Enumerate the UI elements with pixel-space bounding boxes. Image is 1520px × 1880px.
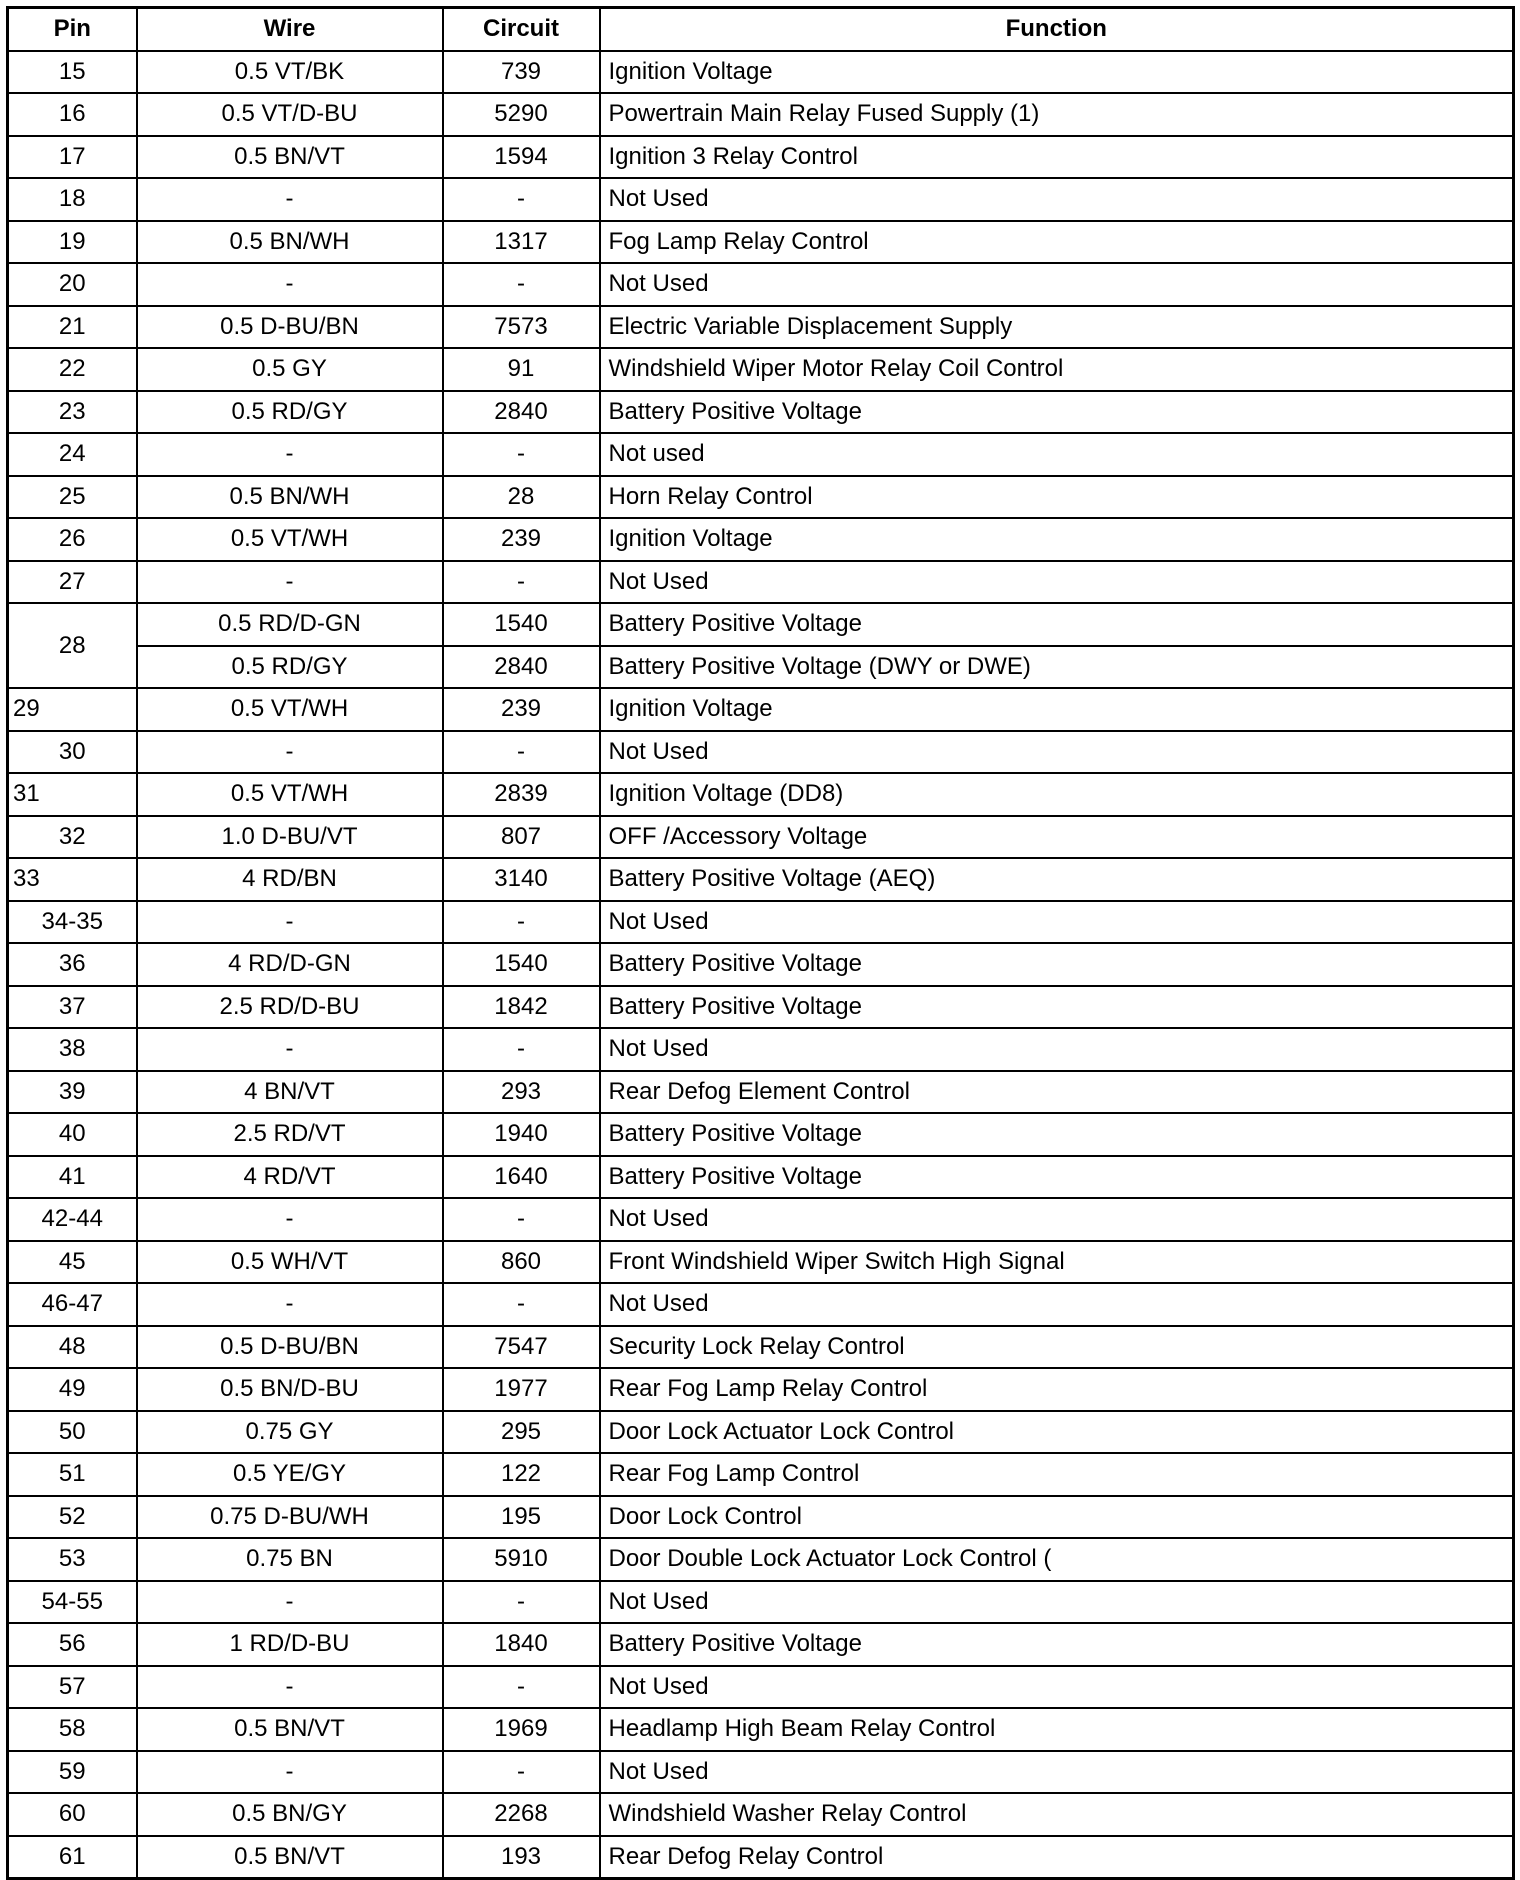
- circuit-cell: 1640: [443, 1156, 600, 1199]
- pin-cell: 59: [8, 1751, 137, 1794]
- table-row: [8, 306, 1514, 349]
- circuit-cell: -: [443, 901, 600, 944]
- table-row: [8, 1411, 1514, 1454]
- circuit-cell: 7547: [443, 1326, 600, 1369]
- wire-cell: 0.5 RD/GY: [137, 646, 443, 689]
- table-row: [8, 476, 1514, 519]
- header-wire: Wire: [137, 8, 443, 51]
- pin-cell: 60: [8, 1793, 137, 1836]
- wire-cell: 0.5 BN/VT: [137, 136, 443, 179]
- table-row: [8, 1241, 1514, 1284]
- table-row: [8, 1793, 1514, 1836]
- function-cell: Battery Positive Voltage: [600, 986, 1514, 1029]
- wire-cell: -: [137, 561, 443, 604]
- wire-cell: 0.75 D-BU/WH: [137, 1496, 443, 1539]
- wire-cell: 0.75 GY: [137, 1411, 443, 1454]
- function-cell: Ignition Voltage (DD8): [600, 773, 1514, 816]
- circuit-cell: 239: [443, 688, 600, 731]
- wire-cell: -: [137, 1581, 443, 1624]
- wire-cell: 0.5 WH/VT: [137, 1241, 443, 1284]
- table-row: [8, 901, 1514, 944]
- function-cell: Battery Positive Voltage: [600, 1113, 1514, 1156]
- wire-cell: 0.5 VT/WH: [137, 518, 443, 561]
- wire-cell: -: [137, 433, 443, 476]
- wire-cell: -: [137, 1198, 443, 1241]
- circuit-cell: 5910: [443, 1538, 600, 1581]
- wire-cell: 0.5 D-BU/BN: [137, 1326, 443, 1369]
- circuit-cell: -: [443, 433, 600, 476]
- function-cell: Not Used: [600, 561, 1514, 604]
- pin-cell: 37: [8, 986, 137, 1029]
- table-row: [8, 518, 1514, 561]
- circuit-cell: 1594: [443, 136, 600, 179]
- table-row: [8, 51, 1514, 94]
- circuit-cell: -: [443, 1283, 600, 1326]
- pin-cell: 39: [8, 1071, 137, 1114]
- pin-cell: 16: [8, 93, 137, 136]
- circuit-cell: 1540: [443, 943, 600, 986]
- function-cell: Not Used: [600, 1751, 1514, 1794]
- table-row: [8, 136, 1514, 179]
- pin-cell: 41: [8, 1156, 137, 1199]
- pin-cell: 31: [8, 773, 137, 816]
- table-row: [8, 1538, 1514, 1581]
- table-row: [8, 986, 1514, 1029]
- wire-cell: 0.5 YE/GY: [137, 1453, 443, 1496]
- function-cell: Battery Positive Voltage: [600, 603, 1514, 646]
- circuit-cell: 860: [443, 1241, 600, 1284]
- wire-cell: 0.5 RD/D-GN: [137, 603, 443, 646]
- function-cell: Door Lock Actuator Lock Control: [600, 1411, 1514, 1454]
- table-row: [8, 1326, 1514, 1369]
- pin-cell: 61: [8, 1836, 137, 1879]
- wire-cell: 4 BN/VT: [137, 1071, 443, 1114]
- circuit-cell: -: [443, 1028, 600, 1071]
- table-row: [8, 1368, 1514, 1411]
- circuit-cell: 91: [443, 348, 600, 391]
- pin-cell: 30: [8, 731, 137, 774]
- wire-cell: 0.5 BN/WH: [137, 221, 443, 264]
- pin-cell: 24: [8, 433, 137, 476]
- function-cell: Battery Positive Voltage: [600, 1156, 1514, 1199]
- pin-cell: 51: [8, 1453, 137, 1496]
- wire-cell: 4 RD/VT: [137, 1156, 443, 1199]
- function-cell: Horn Relay Control: [600, 476, 1514, 519]
- header-function: Function: [600, 8, 1514, 51]
- circuit-cell: 239: [443, 518, 600, 561]
- wire-cell: -: [137, 178, 443, 221]
- pin-cell: 36: [8, 943, 137, 986]
- wire-cell: 2.5 RD/D-BU: [137, 986, 443, 1029]
- circuit-cell: 122: [443, 1453, 600, 1496]
- wire-cell: 0.5 VT/WH: [137, 688, 443, 731]
- circuit-cell: 2268: [443, 1793, 600, 1836]
- circuit-cell: 1969: [443, 1708, 600, 1751]
- pin-cell: 42-44: [8, 1198, 137, 1241]
- function-cell: Headlamp High Beam Relay Control: [600, 1708, 1514, 1751]
- function-cell: Not Used: [600, 1283, 1514, 1326]
- circuit-cell: 5290: [443, 93, 600, 136]
- circuit-cell: 3140: [443, 858, 600, 901]
- pin-cell: 45: [8, 1241, 137, 1284]
- circuit-cell: 739: [443, 51, 600, 94]
- function-cell: Windshield Washer Relay Control: [600, 1793, 1514, 1836]
- function-cell: Ignition Voltage: [600, 688, 1514, 731]
- table-row: [8, 1666, 1514, 1709]
- wire-cell: -: [137, 1666, 443, 1709]
- table-row: [8, 561, 1514, 604]
- circuit-cell: -: [443, 178, 600, 221]
- pin-cell: 33: [8, 858, 137, 901]
- table-row: [8, 93, 1514, 136]
- function-cell: Rear Fog Lamp Control: [600, 1453, 1514, 1496]
- table-row: [8, 263, 1514, 306]
- function-cell: Ignition 3 Relay Control: [600, 136, 1514, 179]
- function-cell: Not used: [600, 433, 1514, 476]
- wire-cell: 0.5 BN/VT: [137, 1708, 443, 1751]
- table-body: [8, 51, 1514, 1879]
- pin-cell: 20: [8, 263, 137, 306]
- function-cell: Door Double Lock Actuator Lock Control (: [600, 1538, 1514, 1581]
- function-cell: OFF /Accessory Voltage: [600, 816, 1514, 859]
- circuit-cell: 2840: [443, 391, 600, 434]
- wire-cell: -: [137, 1283, 443, 1326]
- circuit-cell: 28: [443, 476, 600, 519]
- circuit-cell: 1317: [443, 221, 600, 264]
- wire-cell: 0.5 BN/WH: [137, 476, 443, 519]
- table-row: [8, 646, 1514, 689]
- circuit-cell: 1977: [443, 1368, 600, 1411]
- circuit-cell: -: [443, 1198, 600, 1241]
- pin-cell: 48: [8, 1326, 137, 1369]
- function-cell: Battery Positive Voltage: [600, 391, 1514, 434]
- circuit-cell: 295: [443, 1411, 600, 1454]
- circuit-cell: 2840: [443, 646, 600, 689]
- wire-cell: -: [137, 263, 443, 306]
- wire-cell: 0.5 BN/VT: [137, 1836, 443, 1879]
- pin-cell: 53: [8, 1538, 137, 1581]
- table-row: [8, 1071, 1514, 1114]
- table-row: [8, 1496, 1514, 1539]
- table-row: [8, 1836, 1514, 1879]
- pin-cell: 28: [8, 603, 137, 688]
- function-cell: Powertrain Main Relay Fused Supply (1): [600, 93, 1514, 136]
- table-row: [8, 178, 1514, 221]
- function-cell: Not Used: [600, 1581, 1514, 1624]
- wire-cell: -: [137, 901, 443, 944]
- pin-cell: 58: [8, 1708, 137, 1751]
- wire-cell: 1 RD/D-BU: [137, 1623, 443, 1666]
- pin-cell: 40: [8, 1113, 137, 1156]
- circuit-cell: 293: [443, 1071, 600, 1114]
- table-header: [8, 8, 1514, 51]
- table-row: [8, 1156, 1514, 1199]
- circuit-cell: 1842: [443, 986, 600, 1029]
- pin-cell: 17: [8, 136, 137, 179]
- circuit-cell: 807: [443, 816, 600, 859]
- table-row: [8, 1708, 1514, 1751]
- pin-cell: 15: [8, 51, 137, 94]
- wire-cell: 2.5 RD/VT: [137, 1113, 443, 1156]
- circuit-cell: -: [443, 731, 600, 774]
- circuit-cell: 1840: [443, 1623, 600, 1666]
- pin-cell: 19: [8, 221, 137, 264]
- table-row: [8, 1453, 1514, 1496]
- wire-cell: 0.5 RD/GY: [137, 391, 443, 434]
- function-cell: Battery Positive Voltage: [600, 1623, 1514, 1666]
- pin-cell: 29: [8, 688, 137, 731]
- wire-cell: 0.75 BN: [137, 1538, 443, 1581]
- pin-cell: 49: [8, 1368, 137, 1411]
- function-cell: Battery Positive Voltage (DWY or DWE): [600, 646, 1514, 689]
- table-row: [8, 731, 1514, 774]
- wire-cell: 0.5 VT/BK: [137, 51, 443, 94]
- circuit-cell: -: [443, 1581, 600, 1624]
- function-cell: Front Windshield Wiper Switch High Signal: [600, 1241, 1514, 1284]
- function-cell: Rear Defog Relay Control: [600, 1836, 1514, 1879]
- pin-cell: 26: [8, 518, 137, 561]
- function-cell: Windshield Wiper Motor Relay Coil Control: [600, 348, 1514, 391]
- table-row: [8, 943, 1514, 986]
- function-cell: Rear Defog Element Control: [600, 1071, 1514, 1114]
- pin-cell: 34-35: [8, 901, 137, 944]
- circuit-cell: 2839: [443, 773, 600, 816]
- pin-cell: 22: [8, 348, 137, 391]
- function-cell: Battery Positive Voltage: [600, 943, 1514, 986]
- circuit-cell: -: [443, 263, 600, 306]
- table-row: [8, 1028, 1514, 1071]
- function-cell: Not Used: [600, 731, 1514, 774]
- function-cell: Not Used: [600, 1028, 1514, 1071]
- table-row: [8, 1198, 1514, 1241]
- circuit-cell: -: [443, 1751, 600, 1794]
- circuit-cell: 7573: [443, 306, 600, 349]
- wire-cell: 1.0 D-BU/VT: [137, 816, 443, 859]
- pin-cell: 21: [8, 306, 137, 349]
- header-row: [8, 8, 1514, 51]
- pin-cell: 38: [8, 1028, 137, 1071]
- function-cell: Not Used: [600, 178, 1514, 221]
- function-cell: Electric Variable Displacement Supply: [600, 306, 1514, 349]
- pinout-table-wrapper: [6, 6, 1515, 1880]
- circuit-cell: -: [443, 561, 600, 604]
- table-row: [8, 221, 1514, 264]
- function-cell: Fog Lamp Relay Control: [600, 221, 1514, 264]
- table-row: [8, 1283, 1514, 1326]
- table-row: [8, 433, 1514, 476]
- table-row: [8, 603, 1514, 646]
- table-row: [8, 348, 1514, 391]
- circuit-cell: 1940: [443, 1113, 600, 1156]
- header-pin: Pin: [8, 8, 137, 51]
- function-cell: Rear Fog Lamp Relay Control: [600, 1368, 1514, 1411]
- table-row: [8, 1751, 1514, 1794]
- function-cell: Door Lock Control: [600, 1496, 1514, 1539]
- circuit-cell: -: [443, 1666, 600, 1709]
- pin-cell: 56: [8, 1623, 137, 1666]
- table-row: [8, 1581, 1514, 1624]
- header-circuit: Circuit: [443, 8, 600, 51]
- table-row: [8, 816, 1514, 859]
- wire-cell: 0.5 VT/D-BU: [137, 93, 443, 136]
- table-row: [8, 773, 1514, 816]
- wire-cell: 0.5 D-BU/BN: [137, 306, 443, 349]
- wire-cell: 0.5 VT/WH: [137, 773, 443, 816]
- wire-cell: 4 RD/D-GN: [137, 943, 443, 986]
- function-cell: Ignition Voltage: [600, 518, 1514, 561]
- wire-cell: 0.5 BN/GY: [137, 1793, 443, 1836]
- function-cell: Battery Positive Voltage (AEQ): [600, 858, 1514, 901]
- pin-cell: 54-55: [8, 1581, 137, 1624]
- circuit-cell: 1540: [443, 603, 600, 646]
- pin-cell: 52: [8, 1496, 137, 1539]
- wire-cell: 0.5 BN/D-BU: [137, 1368, 443, 1411]
- function-cell: Ignition Voltage: [600, 51, 1514, 94]
- table-row: [8, 688, 1514, 731]
- table-row: [8, 858, 1514, 901]
- function-cell: Not Used: [600, 1666, 1514, 1709]
- pin-cell: 23: [8, 391, 137, 434]
- function-cell: Not Used: [600, 1198, 1514, 1241]
- pin-cell: 32: [8, 816, 137, 859]
- pin-cell: 27: [8, 561, 137, 604]
- table-row: [8, 1113, 1514, 1156]
- circuit-cell: 195: [443, 1496, 600, 1539]
- wire-cell: -: [137, 1028, 443, 1071]
- circuit-cell: 193: [443, 1836, 600, 1879]
- wire-cell: 4 RD/BN: [137, 858, 443, 901]
- wire-cell: -: [137, 1751, 443, 1794]
- pin-cell: 18: [8, 178, 137, 221]
- function-cell: Not Used: [600, 901, 1514, 944]
- function-cell: Security Lock Relay Control: [600, 1326, 1514, 1369]
- pin-cell: 25: [8, 476, 137, 519]
- pin-cell: 57: [8, 1666, 137, 1709]
- wire-cell: -: [137, 731, 443, 774]
- table-row: [8, 1623, 1514, 1666]
- table-row: [8, 391, 1514, 434]
- connector-pinout-table: [6, 6, 1515, 1880]
- pin-cell: 46-47: [8, 1283, 137, 1326]
- wire-cell: 0.5 GY: [137, 348, 443, 391]
- function-cell: Not Used: [600, 263, 1514, 306]
- pin-cell: 50: [8, 1411, 137, 1454]
